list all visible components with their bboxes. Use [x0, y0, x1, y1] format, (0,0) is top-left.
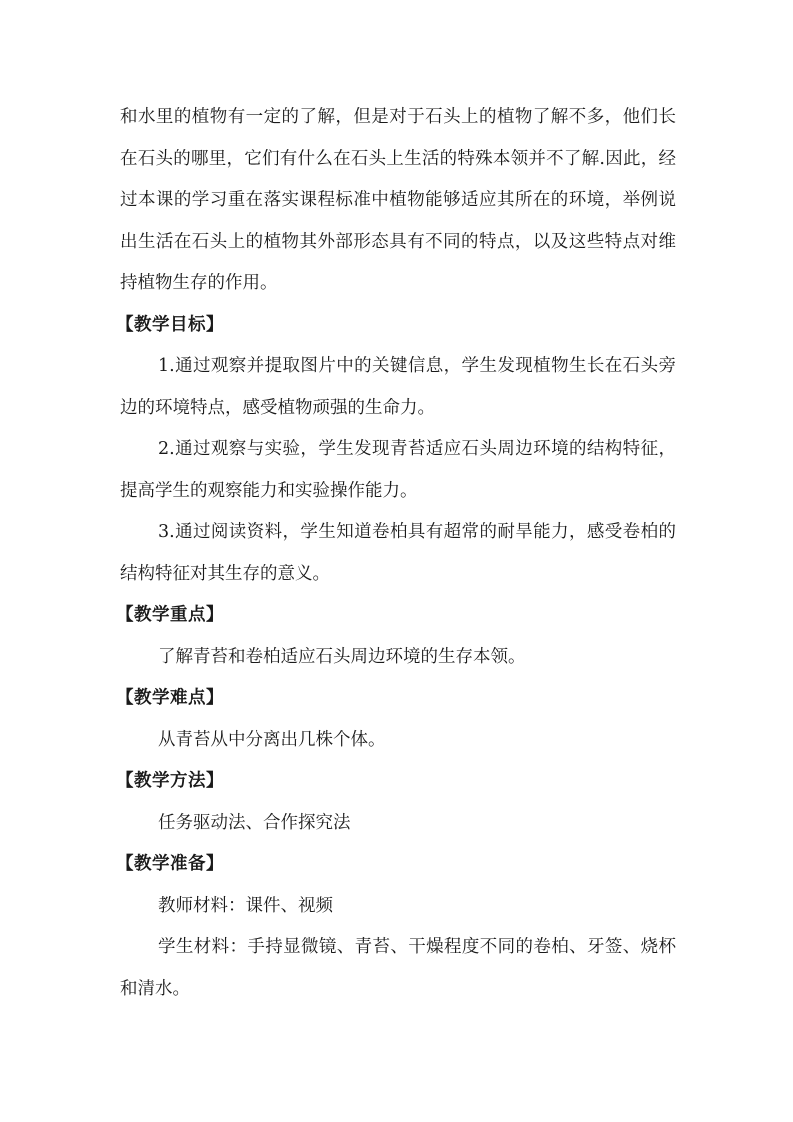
preparation-teacher: 教师材料：课件、视频 [158, 895, 333, 916]
document-body [116, 97, 676, 1010]
difficulties-heading: 【教学难点】 [116, 688, 224, 708]
intro-paragraph: 和水里的植物有一定的了解，但是对于石头上的植物了解不多，他们长在石头的哪里，它们有什么在石头上生活的特殊本领并不了解.因此，经过本课的学习重在落实课程标准中植物能够适应其所在的环境，举例说出生活在石头上的植物其外部形态具有不同的特点，以及这些特点对维持植物生存的作用。 [120, 107, 676, 293]
objective-item-2: 2.通过观察与实验，学生发现青苔适应石头周边环境的结构特征，提高学生的观察能力和实验操作能力。 [120, 439, 676, 501]
objectives-heading: 【教学目标】 [116, 314, 224, 335]
methods-text: 任务驱动法、合作探究法 [158, 812, 351, 833]
objective-item-3: 3.通过阅读资料，学生知道卷柏具有超常的耐旱能力，感受卷柏的结构特征对其生存的意义。 [120, 522, 676, 584]
key-points-text: 了解青苔和卷柏适应石头周边环境的生存本领。 [158, 646, 526, 667]
key-points-heading: 【教学重点】 [116, 605, 224, 625]
preparation-heading: 【教学准备】 [116, 854, 224, 874]
methods-heading: 【教学方法】 [116, 771, 224, 791]
preparation-student: 学生材料：手持显微镜、青苔、干燥程度不同的卷柏、牙签、烧杯和清水。 [120, 937, 676, 999]
difficulties-text: 从青苔从中分离出几株个体。 [158, 729, 386, 750]
objective-item-1: 1.通过观察并提取图片中的关键信息，学生发现植物生长在石头旁边的环境特点，感受植物顽强的生命力。 [120, 356, 676, 418]
